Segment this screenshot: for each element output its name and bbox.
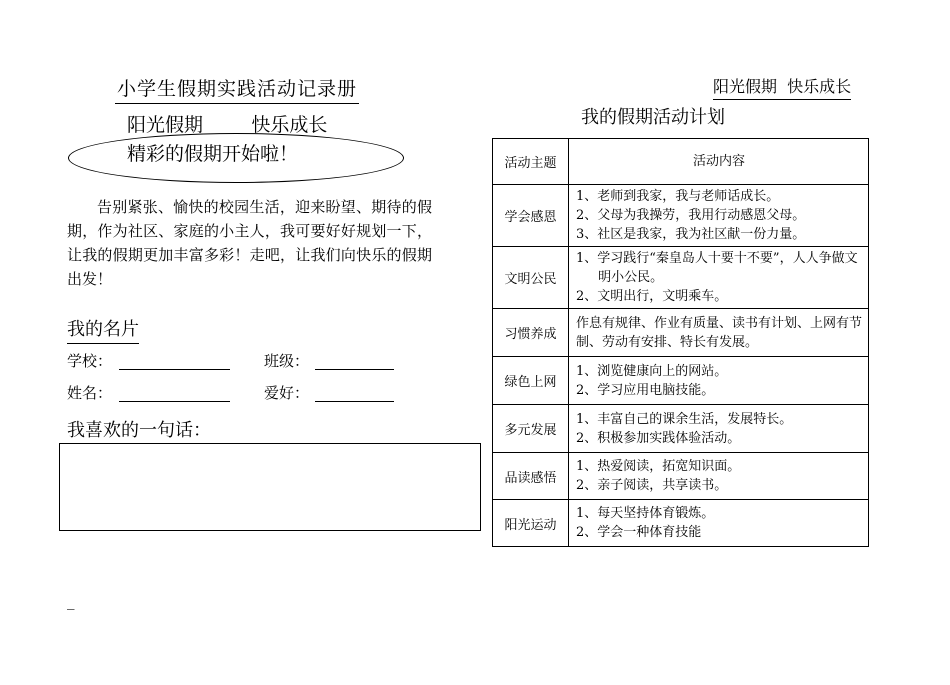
name-field[interactable] [119, 400, 230, 402]
list-item: 1、热爱阅读，拓宽知识面。 [576, 459, 741, 474]
list-item: 2、亲子阅读，共享读书。 [576, 478, 728, 493]
row-topic: 学会感恩 [493, 185, 569, 247]
table-row [493, 309, 869, 357]
row-topic: 品读感悟 [493, 453, 569, 500]
list-item: 1、老师到我家，我与老师话成长。 [576, 189, 780, 204]
list-item: 1、学习践行“秦皇岛人十要十不要”，人人争做文明小公民。 [576, 251, 858, 285]
favorite-quote-heading: 我喜欢的一句话： [67, 420, 211, 441]
list-item: 2、积极参加实践体验活动。 [576, 430, 741, 446]
class-field[interactable] [315, 368, 394, 370]
row-content [569, 453, 869, 500]
table-row [493, 185, 869, 247]
table-row [493, 405, 869, 453]
table-row [493, 453, 869, 500]
row-topic: 多元发展 [493, 405, 569, 453]
list-item: 2、学习应用电脑技能。 [576, 382, 715, 398]
favorite-quote-box[interactable] [59, 443, 481, 531]
row-topic: 绿色上网 [493, 357, 569, 405]
list-item: 1、浏览健康向上的网站。 [576, 363, 728, 379]
school-label: 学校： [67, 352, 113, 370]
list-item: 3、社区是我家，我为社区献一份力量。 [576, 227, 806, 242]
list-item: 2、父母为我操劳，我用行动感恩父母。 [576, 208, 806, 223]
name-card-heading: 我的名片 [67, 315, 139, 344]
row-topic: 文明公民 [493, 247, 569, 309]
row-content [569, 405, 869, 453]
list-item: 1、丰富自己的课余生活，发展特长。 [576, 411, 793, 427]
right-header: 阳光假期 快乐成长 [713, 74, 851, 100]
footer-mark: _ [67, 592, 75, 610]
row-text: 作息有规律、作业有质量、读书有计划、上网有节制、劳动有安排、特长有发展。 [576, 315, 863, 350]
class-label: 班级： [264, 352, 310, 370]
school-field[interactable] [119, 368, 230, 370]
hobby-field[interactable] [315, 400, 394, 402]
banner-line-2: 精彩的假期开始啦！ [127, 143, 299, 165]
list-item: 2、学会一种体育技能 [576, 525, 702, 540]
row-content [569, 357, 869, 405]
row-topic: 阳光运动 [493, 500, 569, 547]
hobby-label: 爱好： [264, 384, 310, 402]
intro-paragraph: 告别紧张、愉快的校园生活，迎来盼望、期待的假期，作为社区、家庭的小主人，我可要好好规划一下，让我的假期更加丰富多彩！走吧，让我们向快乐的假期出发！ [67, 198, 432, 288]
table-header-row [493, 139, 869, 185]
row-content [569, 500, 869, 547]
plan-title: 我的假期活动计划 [581, 107, 725, 128]
table-row [493, 357, 869, 405]
row-content [569, 185, 869, 247]
activity-plan-table [492, 138, 869, 547]
row-topic: 习惯养成 [493, 309, 569, 357]
name-label: 姓名： [67, 384, 113, 402]
table-row [493, 247, 869, 309]
row-content [569, 247, 869, 309]
book-title: 小学生假期实践活动记录册 [115, 74, 359, 104]
list-item: 2、文明出行，文明乘车。 [576, 289, 728, 304]
row-content [569, 309, 869, 357]
column-header-content: 活动内容 [569, 139, 869, 185]
banner-line-1: 阳光假期 快乐成长 [127, 114, 328, 136]
table-row [493, 500, 869, 547]
list-item: 1、每天坚持体育锻炼。 [576, 506, 715, 521]
column-header-topic: 活动主题 [493, 139, 569, 185]
